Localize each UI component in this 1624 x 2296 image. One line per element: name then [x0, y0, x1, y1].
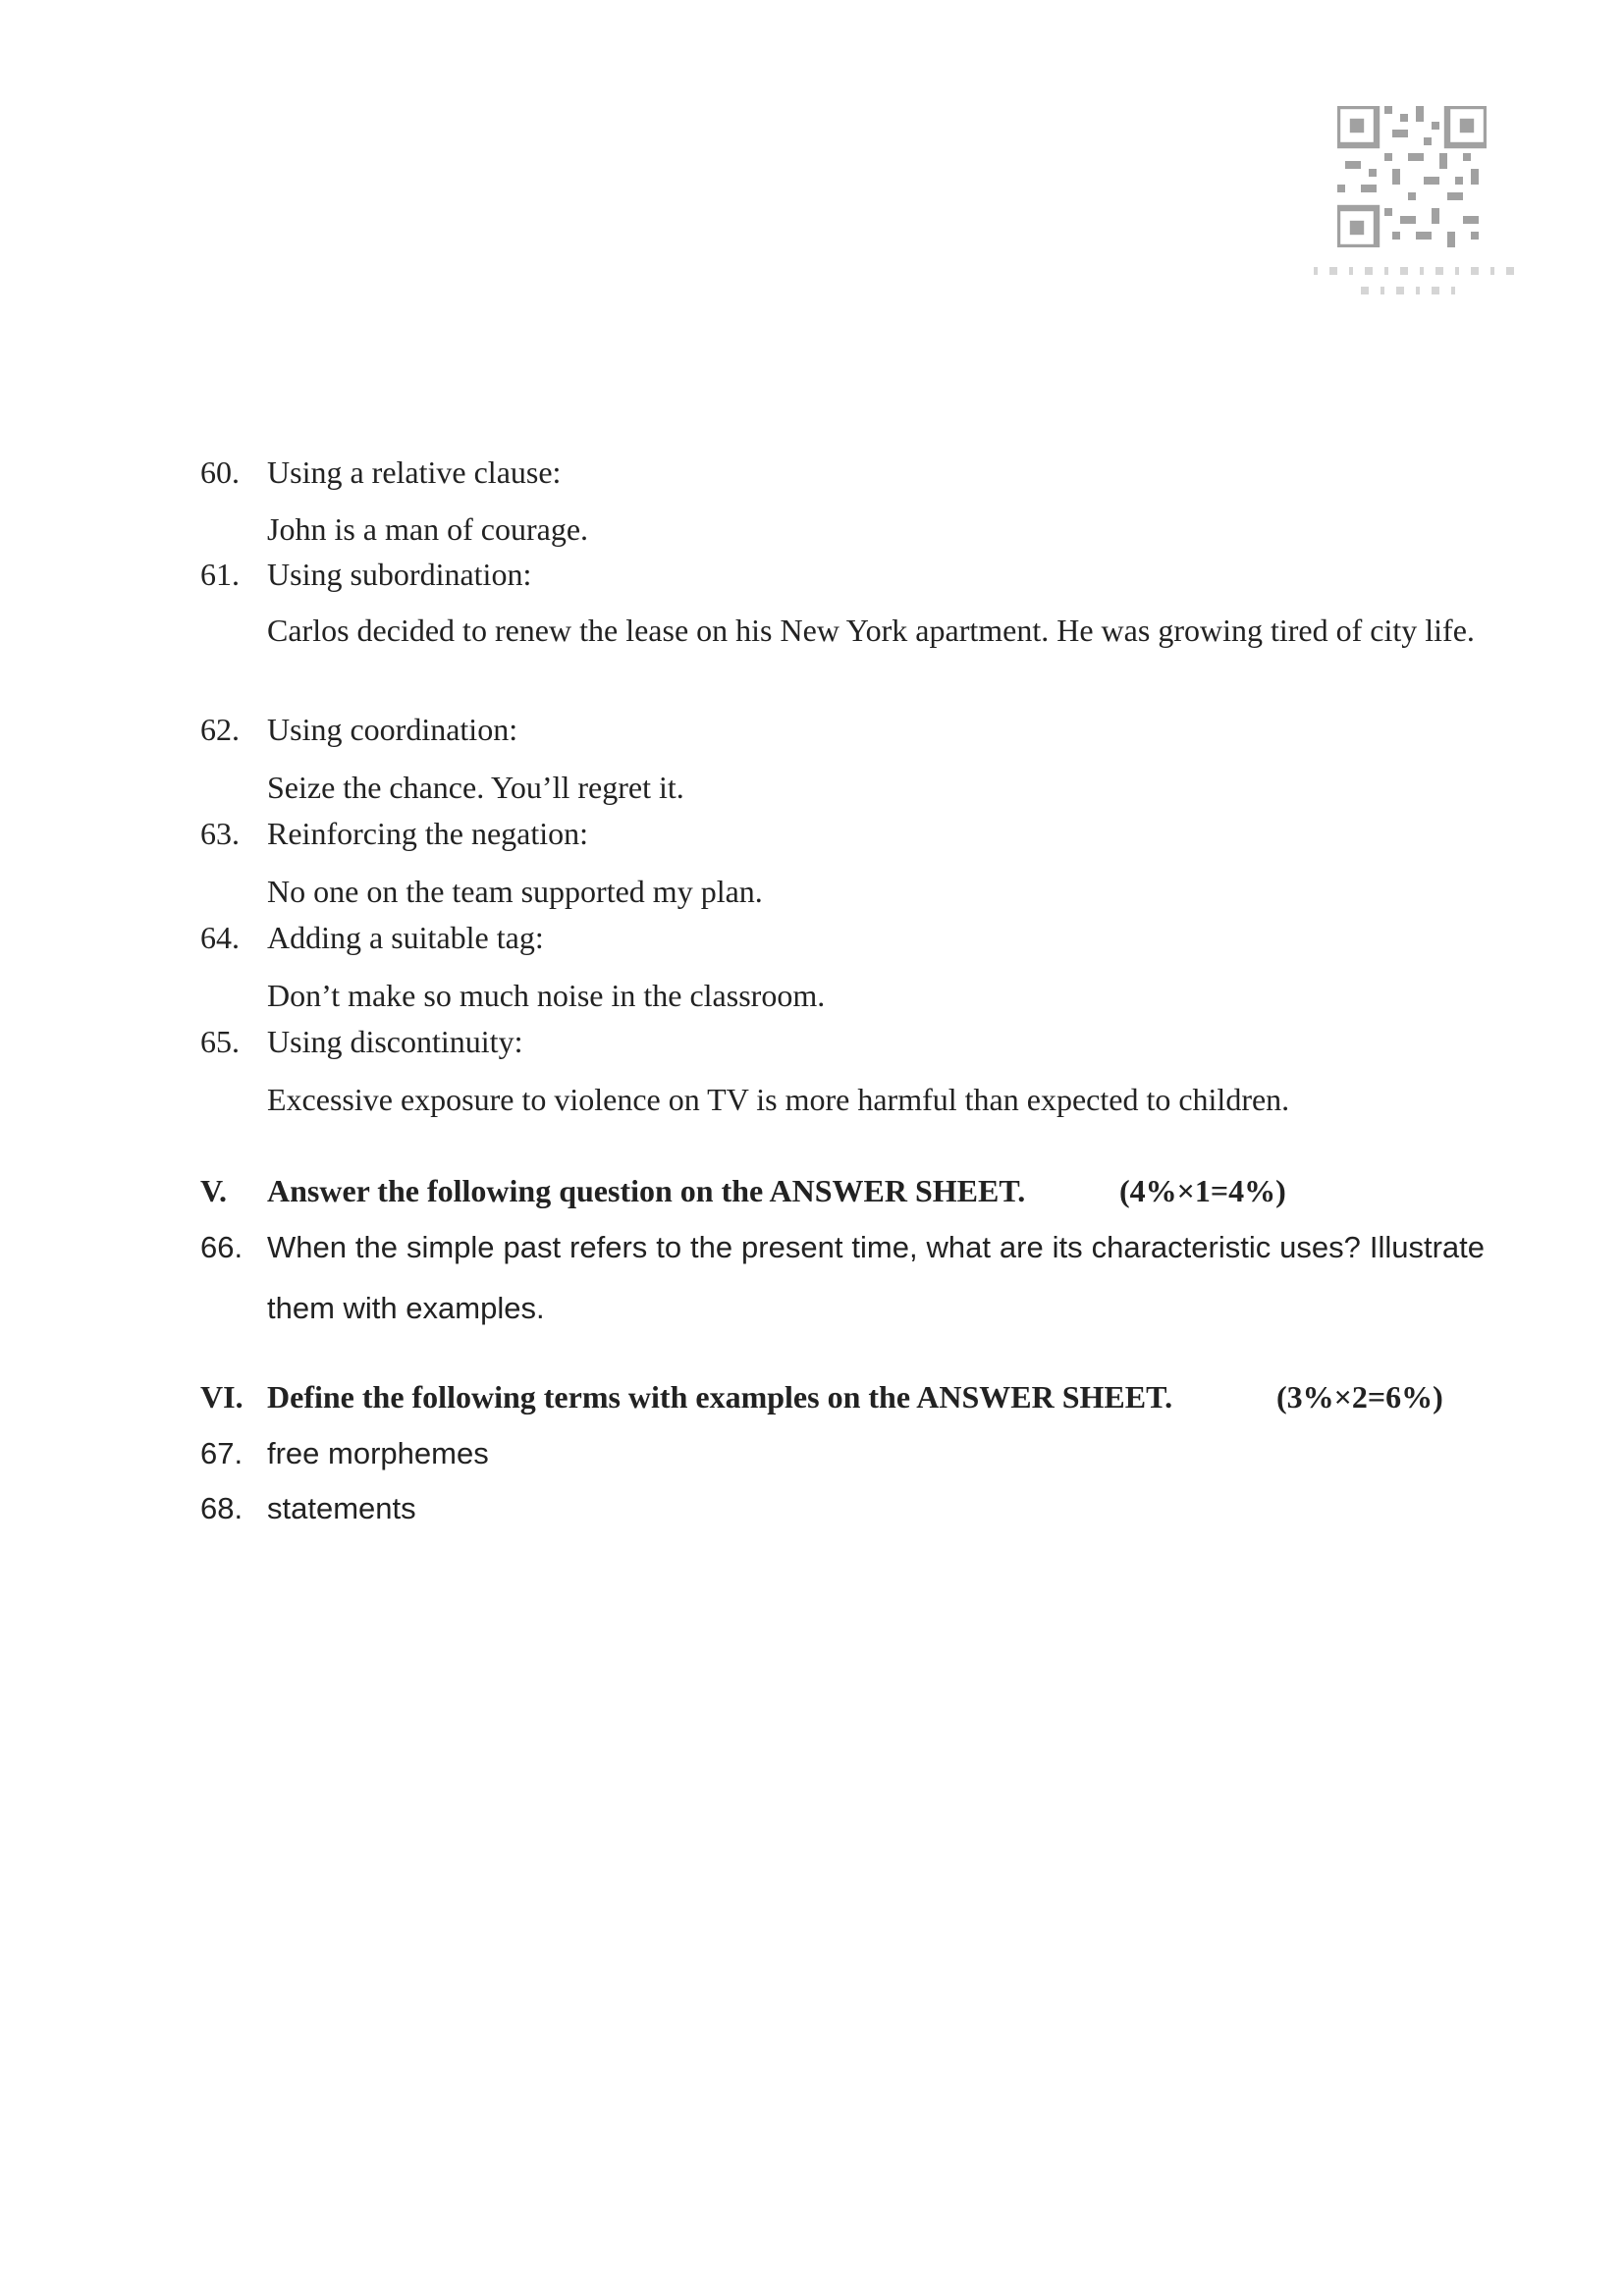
question-number: 62. [200, 712, 240, 747]
question-number: 64. [200, 920, 240, 955]
section-points: (4%×1=4%) [1119, 1173, 1286, 1208]
qr-caption-mark [1306, 263, 1542, 302]
question-sentence: John is a man of courage. [267, 511, 589, 547]
question-number: 61. [200, 557, 240, 592]
question-instruction: Adding a suitable tag: [267, 920, 544, 955]
term-text: statements [267, 1491, 416, 1525]
section-heading: Define the following terms with examples on the ANSWER SHEET. [267, 1379, 1173, 1415]
term-text: free morphemes [267, 1436, 489, 1470]
question-sentence: No one on the team supported my plan. [267, 874, 763, 909]
section-roman-numeral: VI. [200, 1379, 244, 1415]
term-number: 68. [200, 1491, 244, 1525]
section-points: (3%×2=6%) [1276, 1379, 1443, 1415]
question-instruction: Using a relative clause: [267, 454, 562, 490]
question-sentence: Don’t make so much noise in the classroom. [267, 978, 826, 1013]
term-number: 67. [200, 1436, 244, 1470]
question-instruction: Reinforcing the negation: [267, 816, 589, 851]
question-instruction: Using subordination: [267, 557, 532, 592]
question-text-line-1: When the simple past refers to the present time, what are its characteristic uses? Illustrate [267, 1230, 1485, 1264]
question-sentence: Seize the chance. You’ll regret it. [267, 770, 684, 805]
question-instruction: Using discontinuity: [267, 1024, 523, 1059]
section-heading: Answer the following question on the ANSWER SHEET. [267, 1173, 1026, 1208]
question-number: 66. [200, 1230, 244, 1264]
question-number: 63. [200, 816, 240, 851]
question-instruction: Using coordination: [267, 712, 518, 747]
question-sentence: Carlos decided to renew the lease on his New York apartment. He was growing tired of city life. [267, 613, 1475, 648]
question-number: 60. [200, 454, 240, 490]
question-sentence: Excessive exposure to violence on TV is more harmful than expected to children. [267, 1082, 1290, 1117]
question-text-line-2: them with examples. [267, 1291, 545, 1325]
question-number: 65. [200, 1024, 240, 1059]
section-roman-numeral: V. [200, 1173, 227, 1208]
qr-code [1337, 106, 1487, 247]
